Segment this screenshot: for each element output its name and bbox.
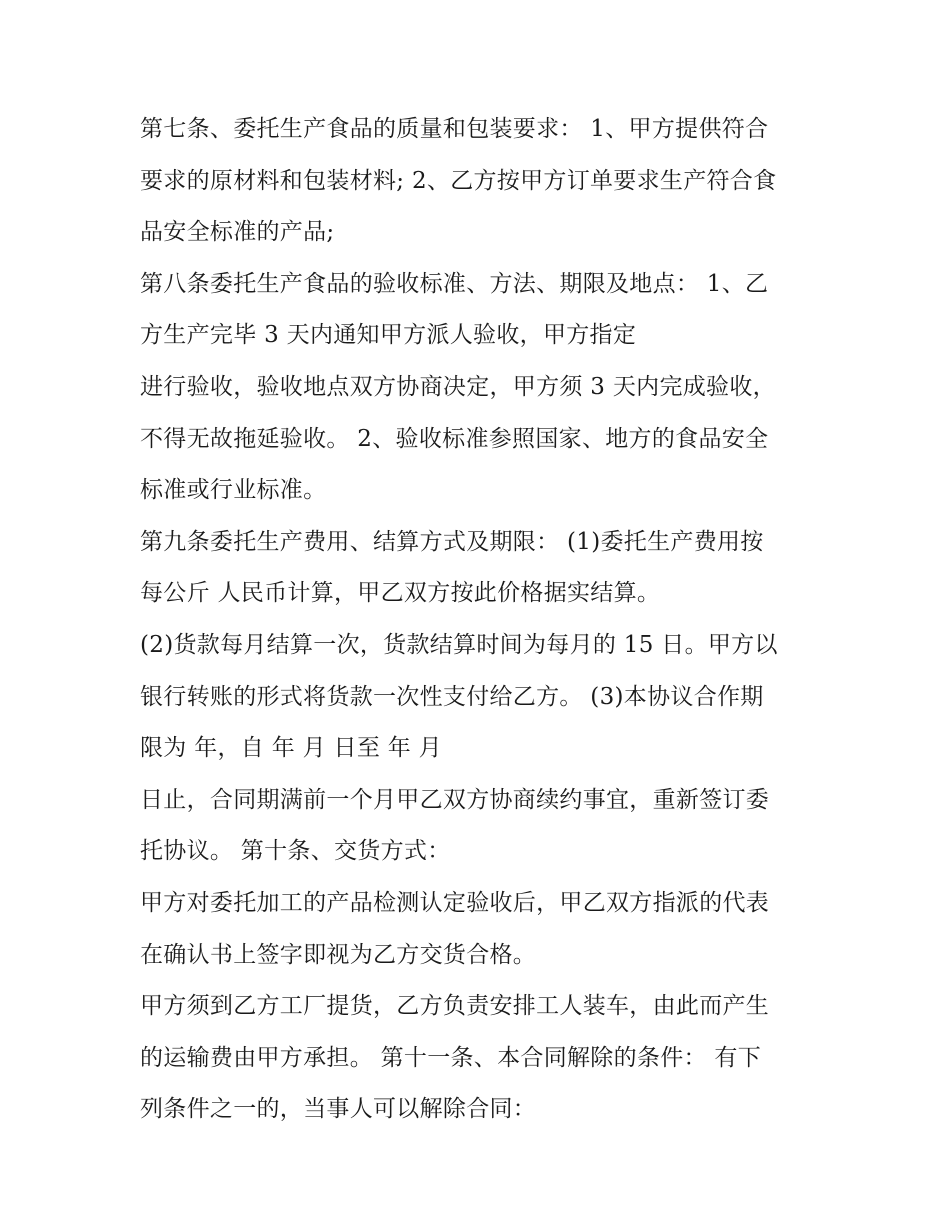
text-line: 甲方须到乙方工厂提货，乙方负责安排工人装车，由此而产生 — [140, 993, 770, 1020]
document-body — [140, 104, 830, 1136]
text-line: 第八条委托生产食品的验收标准、方法、期限及地点： 1、乙 — [140, 270, 769, 297]
text-line: 银行转账的形式将货款一次性支付给乙方。 (3)本协议合作期 — [140, 683, 764, 710]
text-line: 在确认书上签字即视为乙方交货合格。 — [140, 941, 537, 968]
text-line: 每公斤 人民币计算，甲乙双方按此价格据实结算。 — [140, 580, 661, 607]
text-line: 甲方对委托加工的产品检测认定验收后，甲乙双方指派的代表 — [140, 889, 770, 916]
text-line: 列条件之一的，当事人可以解除合同： — [140, 1096, 537, 1123]
text-line: 第九条委托生产费用、结算方式及期限： (1)委托生产费用按 — [140, 528, 764, 555]
text-line: 方生产完毕 3 天内通知甲方派人验收，甲方指定 — [140, 322, 637, 349]
text-line: 托协议。 第十条、交货方式： — [140, 838, 451, 865]
text-line: 日止，合同期满前一个月甲乙双方协商续约事宜，重新签订委 — [140, 786, 770, 813]
text-line: 进行验收，验收地点双方协商决定，甲方须 3 天内完成验收， — [140, 373, 776, 400]
text-line: 不得无故拖延验收。 2、验收标准参照国家、地方的食品安全 — [140, 425, 769, 452]
text-line: 限为 年，自 年 月 日至 年 月 — [140, 735, 442, 762]
text-line: 第七条、委托生产食品的质量和包装要求： 1、甲方提供符合 — [140, 116, 769, 142]
text-line: 的运输费由甲方承担。 第十一条、本合同解除的条件： 有下 — [140, 1044, 762, 1071]
text-line: 品安全标准的产品; — [140, 219, 335, 246]
text-line: 要求的原材料和包装材料; 2、乙方按甲方订单要求生产符合食 — [140, 167, 777, 194]
text-line: 标准或行业标准。 — [140, 477, 327, 504]
text-line: (2)货款每月结算一次，货款结算时间为每月的 15 日。甲方以 — [140, 631, 778, 658]
